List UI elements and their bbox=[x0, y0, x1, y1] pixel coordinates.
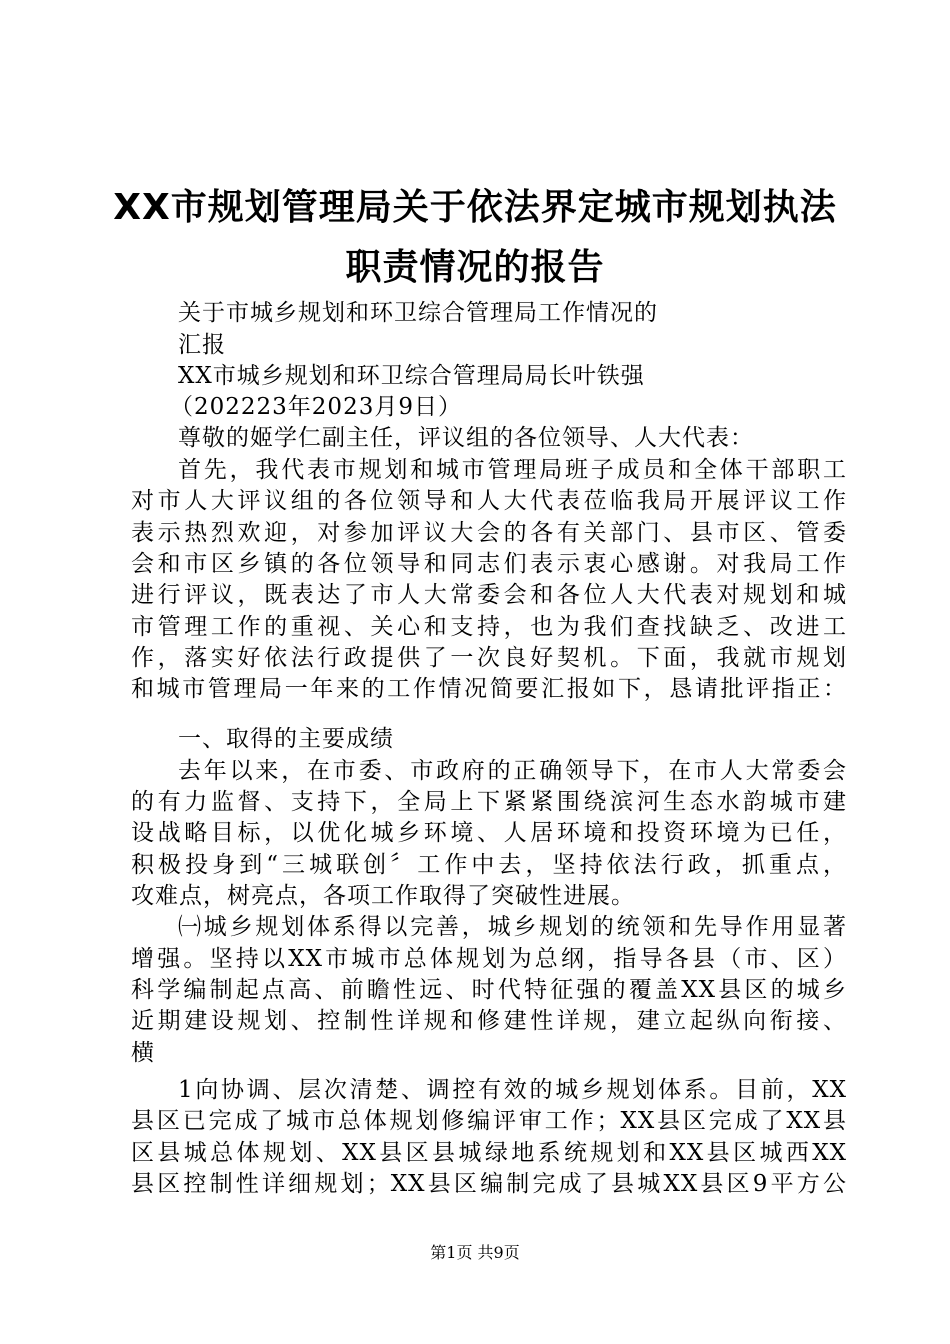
body-line: 表示热烈欢迎，对参加评议大会的各有关部门、县市区、管委 bbox=[131, 520, 847, 546]
body-line: 区县城总体规划、XX县区县城绿地系统规划和XX县区城西XX bbox=[131, 1140, 847, 1166]
page-footer: 第1页 共9页 bbox=[430, 1243, 520, 1262]
body-line: 市管理工作的重视、关心和支持，也为我们查找缺乏、改进工 bbox=[131, 614, 847, 640]
body-line: 攻难点，树亮点，各项工作取得了突破性进展。 bbox=[131, 883, 635, 909]
body-line: 进行评议，既表达了市人大常委会和各位人大代表对规划和城 bbox=[131, 582, 847, 608]
body-line: 1向协调、层次清楚、调控有效的城乡规划体系。目前，XX bbox=[178, 1077, 847, 1103]
section-heading: 一、取得的主要成绩 bbox=[178, 726, 394, 752]
body-line: 的有力监督、支持下，全局上下紧紧围绕滨河生态水韵城市建 bbox=[131, 789, 847, 815]
body-line: 设战略目标，以优化城乡环境、人居环境和投资环境为已任， bbox=[131, 820, 847, 846]
body-line: 积极投身到“三城联创〞工作中去，坚持依法行政，抓重点， bbox=[131, 852, 847, 878]
body-line: 科学编制起点高、前瞻性远、时代特征强的覆盖XX县区的城乡 bbox=[131, 977, 847, 1003]
body-line: 首先，我代表市规划和城市管理局班子成员和全体干部职工 bbox=[178, 457, 847, 483]
document-title-line-2: 职责情况的报告 bbox=[345, 247, 605, 288]
body-line: 县区已完成了城市总体规划修编评审工作；XX县区完成了XX县 bbox=[131, 1108, 847, 1134]
body-line: 县区控制性详细规划；XX县区编制完成了县城XX县区9平方公 bbox=[131, 1171, 847, 1197]
salutation-line: 尊敬的姬学仁副主任，评议组的各位领导、人大代表： bbox=[178, 425, 754, 451]
body-line: 会和市区乡镇的各位领导和同志们表示衷心感谢。对我局工作 bbox=[131, 551, 847, 577]
body-line: 作，落实好依法行政提供了一次良好契机。下面，我就市规划 bbox=[131, 645, 847, 671]
body-line: 去年以来，在市委、市政府的正确领导下，在市人大常委会 bbox=[178, 758, 847, 784]
date-line: （202223年2023月9日） bbox=[170, 394, 462, 420]
body-line: 近期建设规划、控制性详规和修建性详规，建立起纵向衔接、 bbox=[131, 1008, 847, 1034]
document-title-line-1: XX市规划管理局关于依法界定城市规划执法 bbox=[113, 187, 837, 228]
author-line: XX市城乡规划和环卫综合管理局局长叶铁强 bbox=[178, 363, 645, 389]
subtitle-line: 汇报 bbox=[178, 332, 226, 358]
body-line: 横 bbox=[131, 1040, 155, 1066]
body-line: 对市人大评议组的各位领导和人大代表莅临我局开展评议工作 bbox=[131, 488, 847, 514]
body-line: 增强。坚持以XX市城市总体规划为总纲，指导各县（市、区） bbox=[131, 946, 847, 972]
body-line: ㈠城乡规划体系得以完善，城乡规划的统领和先导作用显著 bbox=[178, 914, 847, 940]
body-line: 和城市管理局一年来的工作情况简要汇报如下，恳请批评指正： bbox=[131, 676, 847, 702]
subtitle-line: 关于市城乡规划和环卫综合管理局工作情况的 bbox=[178, 300, 658, 326]
